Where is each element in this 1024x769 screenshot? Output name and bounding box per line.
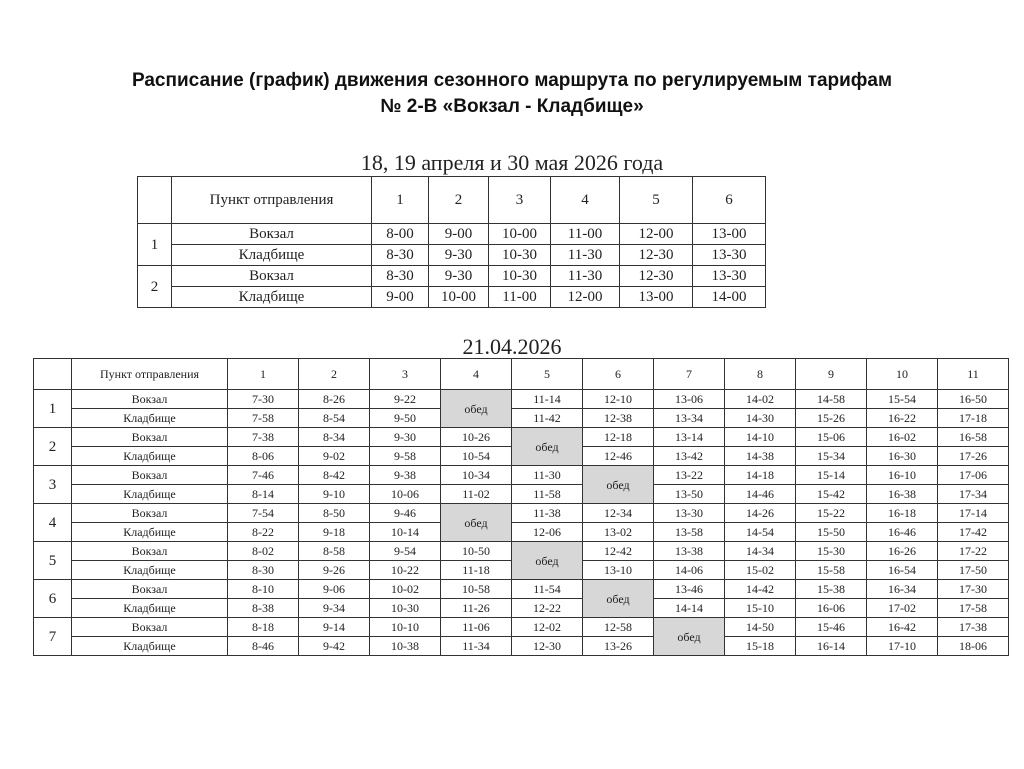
departure-time: 13-38 <box>654 542 725 561</box>
departure-time: 9-00 <box>372 287 429 308</box>
document-title <box>0 68 1024 120</box>
table-row <box>34 466 1009 485</box>
departure-time: 13-34 <box>654 409 725 428</box>
column-number: 5 <box>512 359 583 390</box>
departure-time: 8-42 <box>299 466 370 485</box>
departure-time: 10-14 <box>370 523 441 542</box>
departure-time: 9-34 <box>299 599 370 618</box>
departure-time: 11-02 <box>441 485 512 504</box>
departure-time: 8-06 <box>228 447 299 466</box>
table-row <box>138 287 766 308</box>
departure-time: 13-00 <box>620 287 693 308</box>
departure-time: 8-10 <box>228 580 299 599</box>
departure-time: 13-58 <box>654 523 725 542</box>
departure-time: 15-38 <box>796 580 867 599</box>
departure-time: 16-50 <box>938 390 1009 409</box>
corner-cell <box>34 359 72 390</box>
departure-time: 7-54 <box>228 504 299 523</box>
departure-time: 17-10 <box>867 637 938 656</box>
run-number: 5 <box>34 542 72 580</box>
departure-time: 9-54 <box>370 542 441 561</box>
departure-time: 7-58 <box>228 409 299 428</box>
departure-time: 13-30 <box>693 266 766 287</box>
departure-time: 13-30 <box>693 245 766 266</box>
lunch-break-cell: обед <box>441 390 512 428</box>
departure-time: 9-26 <box>299 561 370 580</box>
departure-time: 11-00 <box>551 224 620 245</box>
departure-time: 13-00 <box>693 224 766 245</box>
departure-time: 16-22 <box>867 409 938 428</box>
stop-name: Вокзал <box>72 580 228 599</box>
departure-time: 9-42 <box>299 637 370 656</box>
table-row <box>138 224 766 245</box>
departure-time: 15-22 <box>796 504 867 523</box>
column-number: 6 <box>583 359 654 390</box>
table-row <box>34 523 1009 542</box>
departure-time: 17-50 <box>938 561 1009 580</box>
departure-time: 9-30 <box>429 266 489 287</box>
departure-time: 10-50 <box>441 542 512 561</box>
departure-time: 16-34 <box>867 580 938 599</box>
schedule2-caption: 21.04.2026 <box>462 334 562 359</box>
departure-time: 16-58 <box>938 428 1009 447</box>
departure-time: 12-18 <box>583 428 654 447</box>
lunch-break-cell: обед <box>654 618 725 656</box>
table-row <box>34 504 1009 523</box>
departure-time: 12-02 <box>512 618 583 637</box>
departure-time: 15-26 <box>796 409 867 428</box>
departure-time: 14-42 <box>725 580 796 599</box>
column-number: 2 <box>299 359 370 390</box>
lunch-break-cell: обед <box>583 580 654 618</box>
run-number: 7 <box>34 618 72 656</box>
departure-time: 11-30 <box>551 266 620 287</box>
title-line-1: Расписание (график) движения сезонного маршрута по регулируемым тарифам <box>131 70 893 91</box>
schedule1-table <box>137 176 766 308</box>
departure-time: 14-46 <box>725 485 796 504</box>
departure-time: 8-38 <box>228 599 299 618</box>
departure-time: 9-10 <box>299 485 370 504</box>
departure-time: 14-54 <box>725 523 796 542</box>
table-row <box>138 266 766 287</box>
departure-time: 8-30 <box>228 561 299 580</box>
departure-time: 10-34 <box>441 466 512 485</box>
table-row <box>34 428 1009 447</box>
departure-time: 14-00 <box>693 287 766 308</box>
column-number: 11 <box>938 359 1009 390</box>
departure-time: 14-30 <box>725 409 796 428</box>
run-number: 2 <box>34 428 72 466</box>
departure-time: 9-30 <box>429 245 489 266</box>
stop-name: Вокзал <box>72 542 228 561</box>
column-number: 2 <box>429 177 489 224</box>
column-number: 1 <box>372 177 429 224</box>
departure-time: 12-30 <box>620 266 693 287</box>
departure-time: 16-14 <box>796 637 867 656</box>
departure-time: 15-02 <box>725 561 796 580</box>
departure-time: 13-46 <box>654 580 725 599</box>
departure-time: 11-34 <box>441 637 512 656</box>
departure-time: 12-34 <box>583 504 654 523</box>
run-number: 1 <box>34 390 72 428</box>
table-row <box>34 409 1009 428</box>
departure-time: 7-38 <box>228 428 299 447</box>
departure-time: 13-02 <box>583 523 654 542</box>
departure-time: 8-46 <box>228 637 299 656</box>
departure-time: 8-18 <box>228 618 299 637</box>
departure-time: 9-58 <box>370 447 441 466</box>
header-label: Пункт отправления <box>172 177 372 224</box>
departure-time: 8-14 <box>228 485 299 504</box>
departure-time: 11-42 <box>512 409 583 428</box>
departure-time: 12-10 <box>583 390 654 409</box>
departure-time: 12-38 <box>583 409 654 428</box>
departure-time: 12-22 <box>512 599 583 618</box>
stop-name: Кладбище <box>172 245 372 266</box>
table-row <box>138 245 766 266</box>
departure-time: 15-54 <box>867 390 938 409</box>
departure-time: 11-06 <box>441 618 512 637</box>
departure-time: 14-14 <box>654 599 725 618</box>
run-number: 3 <box>34 466 72 504</box>
departure-time: 14-26 <box>725 504 796 523</box>
departure-time: 17-18 <box>938 409 1009 428</box>
departure-time: 16-02 <box>867 428 938 447</box>
departure-time: 12-06 <box>512 523 583 542</box>
departure-time: 8-30 <box>372 245 429 266</box>
departure-time: 16-30 <box>867 447 938 466</box>
departure-time: 16-10 <box>867 466 938 485</box>
column-number: 4 <box>441 359 512 390</box>
departure-time: 10-26 <box>441 428 512 447</box>
departure-time: 14-58 <box>796 390 867 409</box>
table-row <box>34 485 1009 504</box>
run-number: 4 <box>34 504 72 542</box>
departure-time: 13-14 <box>654 428 725 447</box>
stop-name: Кладбище <box>72 447 228 466</box>
table-row <box>34 637 1009 656</box>
departure-time: 8-30 <box>372 266 429 287</box>
departure-time: 10-22 <box>370 561 441 580</box>
table-row <box>34 580 1009 599</box>
run-number: 2 <box>138 266 172 308</box>
departure-time: 11-58 <box>512 485 583 504</box>
departure-time: 8-54 <box>299 409 370 428</box>
departure-time: 15-42 <box>796 485 867 504</box>
departure-time: 17-06 <box>938 466 1009 485</box>
departure-time: 9-00 <box>429 224 489 245</box>
corner-cell <box>138 177 172 224</box>
column-number: 3 <box>489 177 551 224</box>
header-label: Пункт отправления <box>72 359 228 390</box>
departure-time: 15-18 <box>725 637 796 656</box>
column-number: 1 <box>228 359 299 390</box>
stop-name: Кладбище <box>72 599 228 618</box>
stop-name: Вокзал <box>172 224 372 245</box>
departure-time: 8-26 <box>299 390 370 409</box>
column-number: 7 <box>654 359 725 390</box>
header-row <box>138 177 766 224</box>
departure-time: 12-58 <box>583 618 654 637</box>
departure-time: 13-30 <box>654 504 725 523</box>
departure-time: 14-10 <box>725 428 796 447</box>
departure-time: 9-30 <box>370 428 441 447</box>
departure-time: 16-18 <box>867 504 938 523</box>
table-row <box>34 542 1009 561</box>
departure-time: 16-06 <box>796 599 867 618</box>
departure-time: 9-14 <box>299 618 370 637</box>
table-row <box>34 599 1009 618</box>
stop-name: Кладбище <box>72 637 228 656</box>
table-row <box>34 390 1009 409</box>
departure-time: 17-30 <box>938 580 1009 599</box>
departure-time: 17-38 <box>938 618 1009 637</box>
column-number: 5 <box>620 177 693 224</box>
departure-time: 13-42 <box>654 447 725 466</box>
departure-time: 12-30 <box>620 245 693 266</box>
departure-time: 9-18 <box>299 523 370 542</box>
schedule2-table <box>33 358 1009 656</box>
departure-time: 7-46 <box>228 466 299 485</box>
column-number: 3 <box>370 359 441 390</box>
departure-time: 13-10 <box>583 561 654 580</box>
departure-time: 11-30 <box>551 245 620 266</box>
departure-time: 14-38 <box>725 447 796 466</box>
departure-time: 17-42 <box>938 523 1009 542</box>
lunch-break-cell: обед <box>512 428 583 466</box>
departure-time: 17-22 <box>938 542 1009 561</box>
departure-time: 9-46 <box>370 504 441 523</box>
departure-time: 8-34 <box>299 428 370 447</box>
departure-time: 8-50 <box>299 504 370 523</box>
stop-name: Кладбище <box>72 409 228 428</box>
table-row <box>34 618 1009 637</box>
departure-time: 14-50 <box>725 618 796 637</box>
departure-time: 12-00 <box>551 287 620 308</box>
departure-time: 9-02 <box>299 447 370 466</box>
departure-time: 18-06 <box>938 637 1009 656</box>
departure-time: 10-10 <box>370 618 441 637</box>
departure-time: 10-58 <box>441 580 512 599</box>
departure-time: 16-46 <box>867 523 938 542</box>
departure-time: 11-26 <box>441 599 512 618</box>
schedule1-caption: 18, 19 апреля и 30 мая 2026 года <box>360 150 664 175</box>
column-number: 8 <box>725 359 796 390</box>
departure-time: 11-38 <box>512 504 583 523</box>
departure-time: 10-54 <box>441 447 512 466</box>
title-line-2: № 2-В «Вокзал - Кладбище» <box>380 96 644 117</box>
departure-time: 14-18 <box>725 466 796 485</box>
departure-time: 15-30 <box>796 542 867 561</box>
departure-time: 10-00 <box>489 224 551 245</box>
departure-time: 15-10 <box>725 599 796 618</box>
stop-name: Вокзал <box>72 428 228 447</box>
column-number: 10 <box>867 359 938 390</box>
departure-time: 14-34 <box>725 542 796 561</box>
departure-time: 15-50 <box>796 523 867 542</box>
lunch-break-cell: обед <box>512 542 583 580</box>
run-number: 6 <box>34 580 72 618</box>
lunch-break-cell: обед <box>441 504 512 542</box>
departure-time: 16-26 <box>867 542 938 561</box>
stop-name: Кладбище <box>72 485 228 504</box>
departure-time: 11-18 <box>441 561 512 580</box>
departure-time: 10-02 <box>370 580 441 599</box>
departure-time: 9-22 <box>370 390 441 409</box>
stop-name: Кладбище <box>72 523 228 542</box>
departure-time: 12-42 <box>583 542 654 561</box>
departure-time: 10-38 <box>370 637 441 656</box>
departure-time: 16-38 <box>867 485 938 504</box>
stop-name: Вокзал <box>72 466 228 485</box>
stop-name: Вокзал <box>172 266 372 287</box>
column-number: 6 <box>693 177 766 224</box>
departure-time: 13-22 <box>654 466 725 485</box>
stop-name: Кладбище <box>72 561 228 580</box>
departure-time: 13-50 <box>654 485 725 504</box>
departure-time: 15-46 <box>796 618 867 637</box>
departure-time: 17-34 <box>938 485 1009 504</box>
column-number: 9 <box>796 359 867 390</box>
departure-time: 12-46 <box>583 447 654 466</box>
departure-time: 15-58 <box>796 561 867 580</box>
departure-time: 17-58 <box>938 599 1009 618</box>
departure-time: 9-50 <box>370 409 441 428</box>
column-number: 4 <box>551 177 620 224</box>
departure-time: 8-58 <box>299 542 370 561</box>
header-row <box>34 359 1009 390</box>
departure-time: 16-42 <box>867 618 938 637</box>
departure-time: 10-30 <box>489 266 551 287</box>
departure-time: 10-00 <box>429 287 489 308</box>
stop-name: Вокзал <box>72 390 228 409</box>
departure-time: 11-30 <box>512 466 583 485</box>
departure-time: 13-06 <box>654 390 725 409</box>
departure-time: 11-14 <box>512 390 583 409</box>
departure-time: 10-06 <box>370 485 441 504</box>
departure-time: 14-06 <box>654 561 725 580</box>
departure-time: 8-00 <box>372 224 429 245</box>
departure-time: 15-06 <box>796 428 867 447</box>
departure-time: 9-38 <box>370 466 441 485</box>
departure-time: 16-54 <box>867 561 938 580</box>
departure-time: 12-30 <box>512 637 583 656</box>
departure-time: 15-14 <box>796 466 867 485</box>
departure-time: 11-54 <box>512 580 583 599</box>
departure-time: 7-30 <box>228 390 299 409</box>
departure-time: 8-22 <box>228 523 299 542</box>
departure-time: 17-02 <box>867 599 938 618</box>
departure-time: 17-14 <box>938 504 1009 523</box>
departure-time: 12-00 <box>620 224 693 245</box>
departure-time: 17-26 <box>938 447 1009 466</box>
departure-time: 10-30 <box>370 599 441 618</box>
stop-name: Вокзал <box>72 618 228 637</box>
stop-name: Кладбище <box>172 287 372 308</box>
departure-time: 10-30 <box>489 245 551 266</box>
stop-name: Вокзал <box>72 504 228 523</box>
departure-time: 15-34 <box>796 447 867 466</box>
departure-time: 13-26 <box>583 637 654 656</box>
run-number: 1 <box>138 224 172 266</box>
departure-time: 14-02 <box>725 390 796 409</box>
departure-time: 11-00 <box>489 287 551 308</box>
departure-time: 8-02 <box>228 542 299 561</box>
lunch-break-cell: обед <box>583 466 654 504</box>
departure-time: 9-06 <box>299 580 370 599</box>
